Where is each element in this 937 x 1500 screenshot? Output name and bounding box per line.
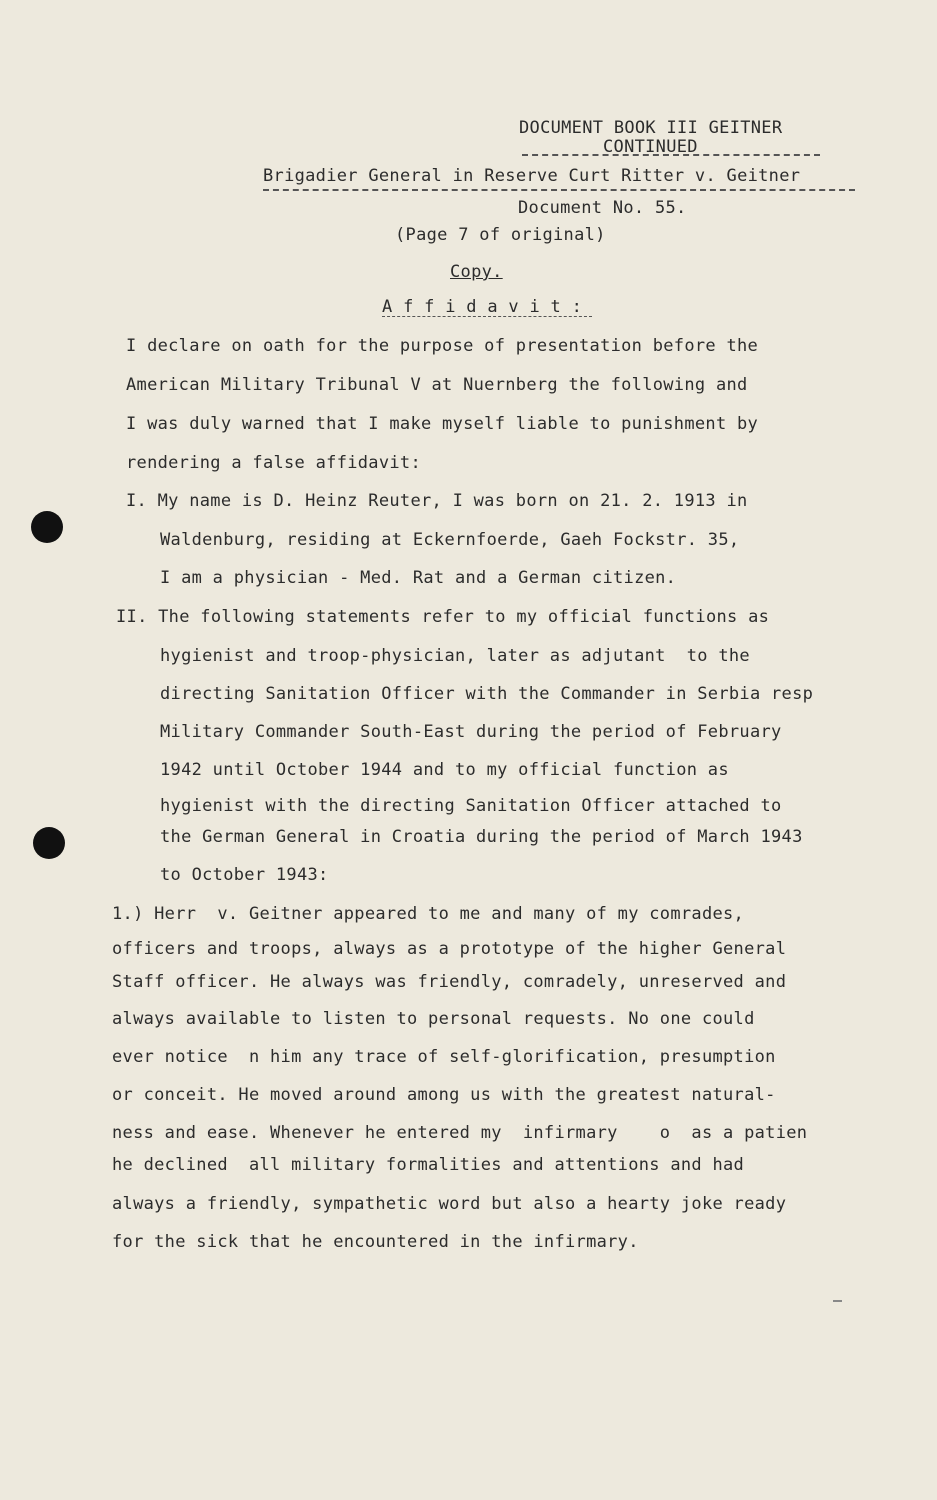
intro-line: American Military Tribunal V at Nuernberg the following and xyxy=(126,375,748,395)
point-1-line: for the sick that he encountered in the infirmary. xyxy=(112,1232,639,1252)
intro-line: I was duly warned that I make myself liable to punishment by xyxy=(126,414,759,434)
punch-hole-top xyxy=(31,511,63,543)
point-1-line: or conceit. He moved around among us with the greatest natural- xyxy=(112,1085,776,1105)
subject-underline xyxy=(263,189,855,191)
affidavit-underline xyxy=(382,316,592,317)
point-1-line: ness and ease. Whenever he entered my infirmary o as a patien xyxy=(112,1123,808,1143)
section-2-line: II. The following statements refer to my official functions as xyxy=(116,607,770,627)
section-1-line: I am a physician - Med. Rat and a German citizen. xyxy=(160,568,677,588)
continued-label: CONTINUED xyxy=(603,137,698,157)
point-1-line: always available to listen to personal requests. No one could xyxy=(112,1009,755,1029)
intro-line: I declare on oath for the purpose of presentation before the xyxy=(126,336,759,356)
section-2-line: the German General in Croatia during the period of March 1943 xyxy=(160,827,803,847)
subject-line: Brigadier General in Reserve Curt Ritter v. Geitner xyxy=(263,166,801,186)
point-1-line: he declined all military formalities and attentions and had xyxy=(112,1155,745,1175)
section-2-line: directing Sanitation Officer with the Commander in Serbia resp xyxy=(160,684,814,704)
page-reference: (Page 7 of original) xyxy=(395,225,606,245)
section-2-line: to October 1943: xyxy=(160,865,329,885)
point-1-line: Staff officer. He always was friendly, comradely, unreserved and xyxy=(112,972,787,992)
point-1-line: 1.) Herr v. Geitner appeared to me and many of my comrades, xyxy=(112,904,745,924)
section-2-line: hygienist and troop-physician, later as adjutant to the xyxy=(160,646,750,666)
section-1-line: I. My name is D. Heinz Reuter, I was born on 21. 2. 1913 in xyxy=(126,491,748,511)
point-1-line: ever notice n him any trace of self-glorification, presumption xyxy=(112,1047,776,1067)
section-2-line: hygienist with the directing Sanitation Officer attached to xyxy=(160,796,782,816)
point-1-line: officers and troops, always as a prototype of the higher General xyxy=(112,939,787,959)
section-1-line: Waldenburg, residing at Eckernfoerde, Gaeh Fockstr. 35, xyxy=(160,530,740,550)
stray-mark xyxy=(833,1300,842,1302)
document-book-label: DOCUMENT BOOK III GEITNER xyxy=(519,118,783,138)
intro-line: rendering a false affidavit: xyxy=(126,453,421,473)
affidavit-title: A f f i d a v i t : xyxy=(382,297,583,317)
copy-label: Copy. xyxy=(450,262,503,282)
section-2-line: 1942 until October 1944 and to my official function as xyxy=(160,760,729,780)
punch-hole-bottom xyxy=(33,827,65,859)
section-2-line: Military Commander South-East during the period of February xyxy=(160,722,782,742)
point-1-line: always a friendly, sympathetic word but also a hearty joke ready xyxy=(112,1194,787,1214)
document-number: Document No. 55. xyxy=(518,198,687,218)
